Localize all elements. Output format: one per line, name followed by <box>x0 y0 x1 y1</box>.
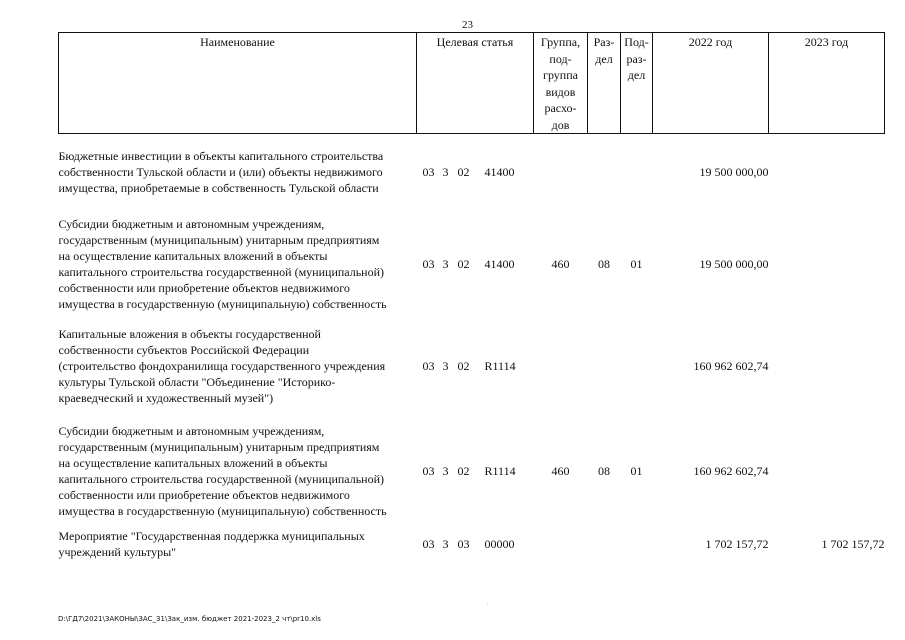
budget-table <box>58 32 885 561</box>
target-code-part: R1114 <box>484 359 516 373</box>
header-group-line: видов <box>545 84 576 99</box>
target-code-part: 02 <box>457 165 470 180</box>
row-amount-2022: 19 500 000,00 <box>699 256 769 271</box>
row-name-line: (строительство фондохранилища государственного учреждения <box>58 359 386 373</box>
row-name-line: краеведческий и художественный музей") <box>58 391 274 405</box>
row-subsection <box>621 134 653 200</box>
target-code-part: R1114 <box>484 463 516 478</box>
row-subsection: 01 <box>630 463 643 478</box>
row-name-line: собственности или приобретение объектов недвижимого <box>58 487 350 502</box>
row-subsection: 01 <box>630 256 643 271</box>
target-code-part: 03 <box>422 359 435 373</box>
row-section: 08 <box>598 463 610 478</box>
target-code-part: 03 <box>457 537 470 551</box>
row-section <box>588 519 621 561</box>
header-group-line: под- <box>549 51 572 66</box>
target-code-part: 00000 <box>484 537 515 551</box>
target-code-part: 3 <box>442 537 449 551</box>
row-name-line: на осуществление капитальных вложений в объекты <box>58 455 328 470</box>
row-target-code <box>417 200 534 312</box>
row-name-line: собственности Тульской области и (или) объекты недвижимого <box>58 165 383 180</box>
header-year-2023: 2023 год <box>769 33 885 134</box>
table-row <box>59 411 885 519</box>
target-code-part: 41400 <box>484 165 515 180</box>
page-number: 23 <box>462 19 473 31</box>
row-name-line: Субсидии бюджетным и автономным учреждениям, <box>58 216 325 231</box>
target-code-part: 03 <box>422 165 435 180</box>
target-code-part: 3 <box>442 256 449 271</box>
table-header-row <box>59 33 885 134</box>
table-row <box>59 200 885 312</box>
row-name <box>59 519 417 561</box>
header-subsection <box>621 33 653 134</box>
table-row <box>59 519 885 561</box>
target-code-part: 03 <box>422 463 435 478</box>
target-code-part: 3 <box>442 165 449 180</box>
header-group <box>534 33 588 134</box>
row-name-line: Субсидии бюджетным и автономным учреждениям, <box>58 423 325 438</box>
row-subsection <box>621 312 653 411</box>
header-section-line: Раз- <box>593 35 615 49</box>
row-name-line: Мероприятие "Государственная поддержка муниципальных <box>58 529 365 543</box>
row-target-code <box>417 411 534 519</box>
row-name <box>59 312 417 411</box>
row-group: 460 <box>551 463 570 478</box>
header-year-2022: 2022 год <box>653 33 769 134</box>
row-target-code <box>417 312 534 411</box>
row-name-line: капитального строительства государственной (муниципальной) <box>58 471 385 486</box>
row-name <box>59 134 417 200</box>
target-code-part: 02 <box>457 359 470 373</box>
row-name-line: капитального строительства государственной (муниципальной) <box>58 264 385 279</box>
row-amount-2023 <box>769 411 885 519</box>
row-target-code <box>417 134 534 200</box>
row-name <box>59 411 417 519</box>
row-group <box>534 134 588 200</box>
row-name-line: государственным (муниципальным) унитарным предприятиям <box>58 439 380 454</box>
row-subsection <box>621 519 653 561</box>
target-code-part: 03 <box>422 537 435 551</box>
header-section <box>588 33 621 134</box>
table-row <box>59 312 885 411</box>
target-code-part: 02 <box>457 463 470 478</box>
row-amount-2022: 160 962 602,74 <box>693 359 769 373</box>
file-path-footer: D:\ГД7\2021\ЗАКОНЫ\ЗАС_31\Зак_изм. бюджет 2021-2023_2 чт\pr10.xls <box>58 615 321 623</box>
row-section <box>588 134 621 200</box>
row-name-line: на осуществление капитальных вложений в объекты <box>58 248 328 263</box>
header-group-line: Группа, <box>540 35 581 49</box>
row-name-line: имущества в государственную (муниципальную) собственность <box>58 503 387 518</box>
header-subsection-line: Под- <box>624 35 649 49</box>
header-subsection-line: дел <box>627 68 646 82</box>
header-name: Наименование <box>59 33 417 134</box>
row-amount-2023: 1 702 157,72 <box>821 537 885 551</box>
target-code-part: 02 <box>457 256 470 271</box>
row-section <box>588 312 621 411</box>
row-name-line: собственности субъектов Российской Федерации <box>58 343 310 357</box>
row-amount-2023 <box>769 200 885 312</box>
header-section-line: дел <box>595 51 613 66</box>
row-group <box>534 519 588 561</box>
row-name-line: имущества, приобретаемые в собственность Тульской области <box>58 181 379 196</box>
row-amount-2023 <box>769 134 885 200</box>
row-amount-2022: 160 962 602,74 <box>693 463 769 478</box>
row-name-line: государственным (муниципальным) унитарным предприятиям <box>58 232 380 247</box>
row-name <box>59 200 417 312</box>
row-name-line: учреждений культуры" <box>58 545 177 559</box>
row-name-line: Капитальные вложения в объекты государственной <box>58 327 321 341</box>
target-code-part: 3 <box>442 463 449 478</box>
header-group-line: дов <box>551 117 570 132</box>
target-code-part: 41400 <box>484 256 515 271</box>
row-name-line: имущества в государственную (муниципальную) собственность <box>58 296 387 311</box>
target-code-part: 3 <box>442 359 449 373</box>
row-group <box>534 312 588 411</box>
row-name-line: собственности или приобретение объектов недвижимого <box>58 280 350 295</box>
target-code-part: 03 <box>422 256 435 271</box>
header-subsection-line: раз- <box>626 51 647 66</box>
header-target: Целевая статья <box>417 33 534 134</box>
row-amount-2022: 1 702 157,72 <box>705 537 769 551</box>
scan-dot: . <box>487 601 489 607</box>
header-group-line: расхо- <box>544 101 577 115</box>
row-amount-2023 <box>769 312 885 411</box>
row-section: 08 <box>598 256 610 271</box>
row-name-line: Бюджетные инвестиции в объекты капитального строительства <box>58 149 384 164</box>
row-group: 460 <box>551 256 570 271</box>
header-group-line: группа <box>543 68 578 82</box>
row-amount-2022: 19 500 000,00 <box>699 165 769 180</box>
row-name-line: культуры Тульской области "Объединение "Историко- <box>58 375 336 389</box>
table-row <box>59 134 885 200</box>
row-target-code <box>417 519 534 561</box>
